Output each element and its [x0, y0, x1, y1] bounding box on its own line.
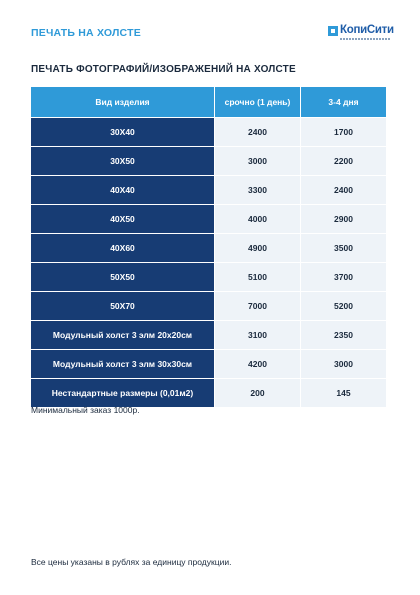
page-header-title: ПЕЧАТЬ НА ХОЛСТЕ — [31, 27, 141, 39]
price-urgent-cell: 200 — [215, 379, 301, 408]
column-header-product: Вид изделия — [31, 87, 215, 118]
logo-tagline — [340, 38, 390, 40]
product-name-cell: 30Х40 — [31, 118, 215, 147]
product-name-cell: 30Х50 — [31, 147, 215, 176]
table-row — [31, 205, 387, 234]
price-standard-cell: 2900 — [301, 205, 387, 234]
price-urgent-cell: 2400 — [215, 118, 301, 147]
price-urgent-cell: 4900 — [215, 234, 301, 263]
table-row — [31, 350, 387, 379]
product-name-cell: Нестандартные размеры (0,01м2) — [31, 379, 215, 408]
table-row — [31, 292, 387, 321]
price-standard-cell: 3500 — [301, 234, 387, 263]
product-name-cell: 50Х70 — [31, 292, 215, 321]
price-standard-cell: 2400 — [301, 176, 387, 205]
product-name-cell: 40Х60 — [31, 234, 215, 263]
price-urgent-cell: 4200 — [215, 350, 301, 379]
price-urgent-cell: 4000 — [215, 205, 301, 234]
section-title: ПЕЧАТЬ ФОТОГРАФИЙ/ИЗОБРАЖЕНИЙ НА ХОЛСТЕ — [31, 64, 296, 75]
logo-text: КопиСити — [340, 24, 394, 36]
price-standard-cell: 3700 — [301, 263, 387, 292]
table-body — [31, 118, 387, 408]
price-urgent-cell: 7000 — [215, 292, 301, 321]
table-row — [31, 147, 387, 176]
min-order-note: Минимальный заказ 1000р. — [31, 405, 140, 415]
product-name-cell: 50Х50 — [31, 263, 215, 292]
logo-mark-icon — [328, 26, 338, 36]
table-header-row — [31, 87, 387, 118]
product-name-cell: 40Х50 — [31, 205, 215, 234]
price-standard-cell: 3000 — [301, 350, 387, 379]
table-row — [31, 234, 387, 263]
price-urgent-cell: 3300 — [215, 176, 301, 205]
product-name-cell: Модульный холст 3 элм 20х20см — [31, 321, 215, 350]
price-footer-note: Все цены указаны в рублях за единицу продукции. — [31, 557, 232, 567]
price-standard-cell: 1700 — [301, 118, 387, 147]
price-standard-cell: 2200 — [301, 147, 387, 176]
table-row — [31, 263, 387, 292]
table-row — [31, 379, 387, 408]
column-header-standard: 3-4 дня — [301, 87, 387, 118]
price-table — [30, 86, 387, 408]
price-urgent-cell: 3000 — [215, 147, 301, 176]
price-standard-cell: 5200 — [301, 292, 387, 321]
column-header-urgent: срочно (1 день) — [215, 87, 301, 118]
table-row — [31, 321, 387, 350]
price-urgent-cell: 3100 — [215, 321, 301, 350]
product-name-cell: 40Х40 — [31, 176, 215, 205]
brand-logo — [328, 24, 394, 44]
price-urgent-cell: 5100 — [215, 263, 301, 292]
price-standard-cell: 145 — [301, 379, 387, 408]
product-name-cell: Модульный холст 3 элм 30х30см — [31, 350, 215, 379]
price-standard-cell: 2350 — [301, 321, 387, 350]
table-row — [31, 176, 387, 205]
table-row — [31, 118, 387, 147]
